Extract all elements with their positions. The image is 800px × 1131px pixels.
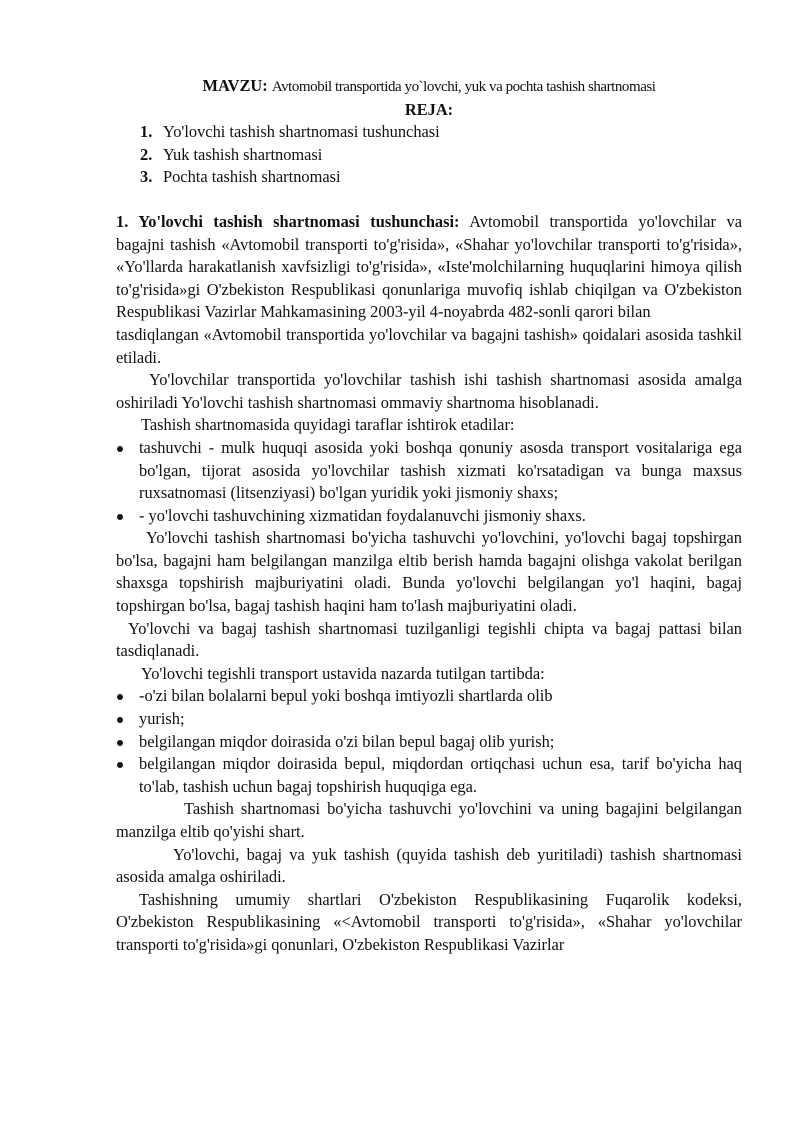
paragraph: Yo'lovchi tashish shartnomasi bo'yicha tashuvchi yo'lovchini, yo'lovchi bagaj topshirgan bo'lsa, bagajni ham belgilangan manzilga eltib berish hamda bagajni olishga vakolat berilgan shaxsga topshirish majburiyatini oladi. Bunda yo'lovchi belgilangan yo'l haqini, bagaj topshirgan bo'lsa, bagaj tashish haqini ham to'lash majburiyatini oladi. <box>116 528 742 616</box>
list-item: -o'zi bilan bolalarni bepul yoki boshqa imtiyozli shartlarda olib <box>116 685 742 708</box>
plan-item-number: 1. <box>140 122 153 142</box>
plan-item <box>140 144 742 167</box>
paragraph: Tashish shartnomasida quyidagi taraflar ishtirok etadilar: <box>141 415 515 435</box>
paragraph: Yo'lovchi tegishli transport ustavida nazarda tutilgan tartibda: <box>141 663 545 683</box>
document-page <box>116 75 742 957</box>
plan-item <box>140 166 742 189</box>
paragraph: tasdiqlangan «Avtomobil transportida yo'lovchilar va bagajni tashish» qoidalari asosida tashkil etiladi. <box>116 324 742 367</box>
list-item: belgilangan miqdor doirasida bepul, miqdordan ortiqchasi uchun esa, tarif bo'yicha haq to'lab, tashish uchun bagaj topshirish huquqiga ega. <box>116 753 742 798</box>
paragraph: Yo'lovchilar transportida yo'lovchilar tashish ishi tashish shartnomasi asosida amalga oshiriladi Yo'lovchi tashish shartnomasi ommaviy shartnoma hisoblanadi. <box>116 370 742 412</box>
section-intro-paragraph <box>116 211 742 324</box>
plan-item <box>140 121 742 144</box>
plan-item-text: Yuk tashish shartnomasi <box>163 144 323 164</box>
section-heading: 1. Yo'lovchi tashish shartnomasi tushunchasi: <box>116 211 460 231</box>
topic-text: Avtomobil transportida yo`lovchi, yuk va pochta tashish shartnomasi <box>271 79 656 95</box>
paragraph: Tashish shartnomasi bo'yicha tashuvchi yo'lovchini va uning bagajini belgilangan manzilga eltib qo'yishi shart. <box>116 799 742 841</box>
topic-title <box>116 75 742 99</box>
list-item: tashuvchi - mulk huquqi asosida yoki boshqa qonuniy asosda transport vositalariga ega bo'lgan, tijorat asosida yo'lovchilar tashish xizmati ko'rsatadigan va bunga maxsus ruxsatnomasi (litsenziyasi) bo'lgan yuridik yoki jismoniy shaxs; <box>116 437 742 505</box>
spacer <box>116 189 742 211</box>
bullet-list <box>116 437 742 527</box>
paragraph: Tashishning umumiy shartlari O'zbekiston Respublikasining Fuqarolik kodeksi, O'zbekiston Respublikasining «<Avtomobil transporti to'g'risida», «Shahar yo'lovchilar transporti to'g'risida»gi qonunlari, O'zbekiston Respublikasi Vazirlar <box>116 889 742 954</box>
section-intro-text: Avtomobil transportida yo'lovchilar va bagajni tashish «Avtomobil transporti to'g'risida», «Shahar yo'lovchilar transporti to'g'risida», «Yo'llarda harakatlanish xavfsizligi to'g'risida», «Iste'molchilarning huquqlarini himoya qilish to'g'risida»gi O'zbekiston Respublikasi qonunlariga muvofiq ishlab chiqilgan va O'zbekiston Respublikasi Vazirlar Mahkamasining 2003-yil 4-noyabrda 482-sonli qarori bilan <box>116 211 742 322</box>
plan-item-number: 2. <box>140 144 153 164</box>
plan-heading: REJA: <box>404 99 454 119</box>
list-item: - yo'lovchi tashuvchining xizmatidan foydalanuvchi jismoniy shaxs. <box>116 505 742 528</box>
bullet-list <box>116 685 742 798</box>
list-item: yurish; <box>116 708 742 731</box>
topic-label: MAVZU: <box>202 76 268 95</box>
plan-item-number: 3. <box>140 167 153 187</box>
plan-item-text: Yo'lovchi tashish shartnomasi tushunchasi <box>163 122 440 142</box>
paragraph: Yo'lovchi va bagaj tashish shartnomasi tuzilganligi tegishli chipta va bagaj pattasi bilan tasdiqlanadi. <box>116 618 742 661</box>
list-item: belgilangan miqdor doirasida o'zi bilan bepul bagaj olib yurish; <box>116 731 742 754</box>
paragraph: Yo'lovchi, bagaj va yuk tashish (quyida tashish deb yuritiladi) tashish shartnomasi asosida amalga oshiriladi. <box>116 844 742 887</box>
plan-list <box>140 121 742 189</box>
plan-item-text: Pochta tashish shartnomasi <box>163 167 341 187</box>
